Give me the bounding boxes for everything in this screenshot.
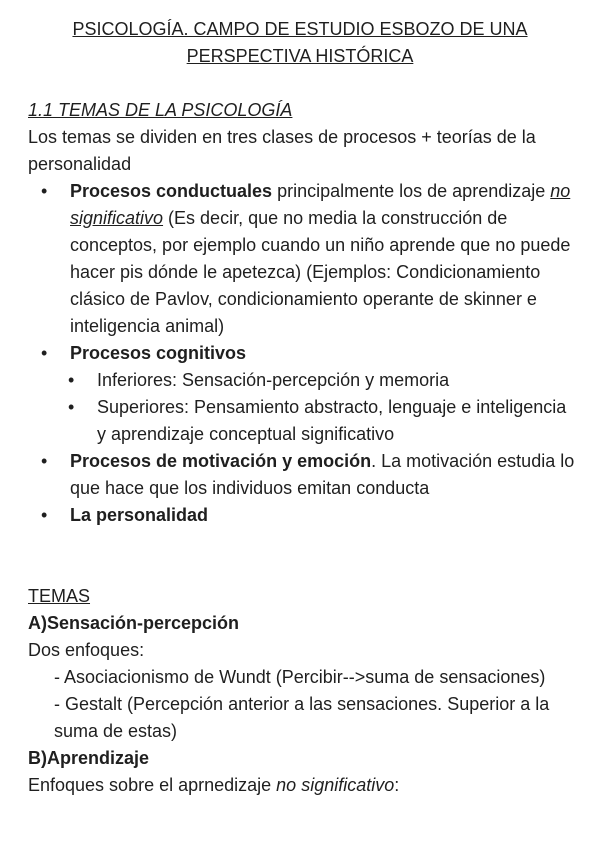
item-text: (Es decir, que no media la construcción de conceptos, por ejemplo cuando un niño aprende que no puede hacer pis dónde le apetezca) (Ejemplos: Condicionamiento clásico de Pavlov, condicionamiento operante de skinner e inteligencia animal) bbox=[70, 208, 571, 336]
approach-item: - Asociacionismo de Wundt (Percibir-->suma de sensaciones) bbox=[54, 667, 546, 687]
section-intro: Los temas se dividen en tres clases de procesos + teorías de la personalidad bbox=[28, 127, 536, 174]
item-bold-label: La personalidad bbox=[70, 505, 209, 525]
item-bold-label: Procesos de motivación y emoción bbox=[70, 451, 372, 471]
approach-item: - Gestalt (Percepción anterior a las sensaciones. Superior a la suma de estas) bbox=[54, 694, 550, 741]
sublist-item-inferiores: • Inferiores: Sensación-percepción y memoria bbox=[28, 367, 580, 394]
subheading-sensacion: A)Sensación-percepción bbox=[28, 613, 240, 633]
list-item-conductuales bbox=[28, 178, 580, 340]
item-text: . La motivación estudia lo que hace que los individuos emitan conducta bbox=[70, 451, 575, 498]
list-item-motivacion bbox=[28, 448, 580, 502]
item-italic-term: no significativo bbox=[70, 181, 571, 228]
section-temas-psicologia bbox=[28, 97, 580, 529]
list-item-cognitivos bbox=[28, 340, 580, 367]
item-bold-label: Procesos cognitivos bbox=[70, 343, 247, 363]
list-item-personalidad bbox=[28, 502, 580, 529]
subsection-intro: Dos enfoques: bbox=[28, 640, 145, 660]
section-temas bbox=[28, 583, 580, 799]
section-heading: TEMAS bbox=[28, 586, 91, 606]
subheading-aprendizaje: B)Aprendizaje bbox=[28, 748, 150, 768]
item-bold-label: Procesos conductuales bbox=[70, 181, 273, 201]
intro-text: Enfoques sobre el aprnedizaje bbox=[28, 775, 277, 795]
document-title bbox=[0, 16, 600, 70]
topics-list bbox=[28, 178, 580, 529]
title-line-1: PSICOLOGÍA. CAMPO DE ESTUDIO ESBOZO DE UNA bbox=[72, 19, 528, 39]
section-heading: 1.1 TEMAS DE LA PSICOLOGÍA bbox=[28, 100, 293, 120]
item-text: principalmente los de aprendizaje bbox=[272, 181, 551, 201]
sublist-item-superiores: • Superiores: Pensamiento abstracto, lenguaje e inteligencia y aprendizaje conceptual significativo bbox=[28, 394, 580, 448]
subsection-intro bbox=[28, 772, 580, 799]
title-line-2: PERSPECTIVA HISTÓRICA bbox=[186, 46, 414, 66]
intro-italic-term: no significativo bbox=[276, 775, 395, 795]
intro-text: : bbox=[394, 775, 400, 795]
